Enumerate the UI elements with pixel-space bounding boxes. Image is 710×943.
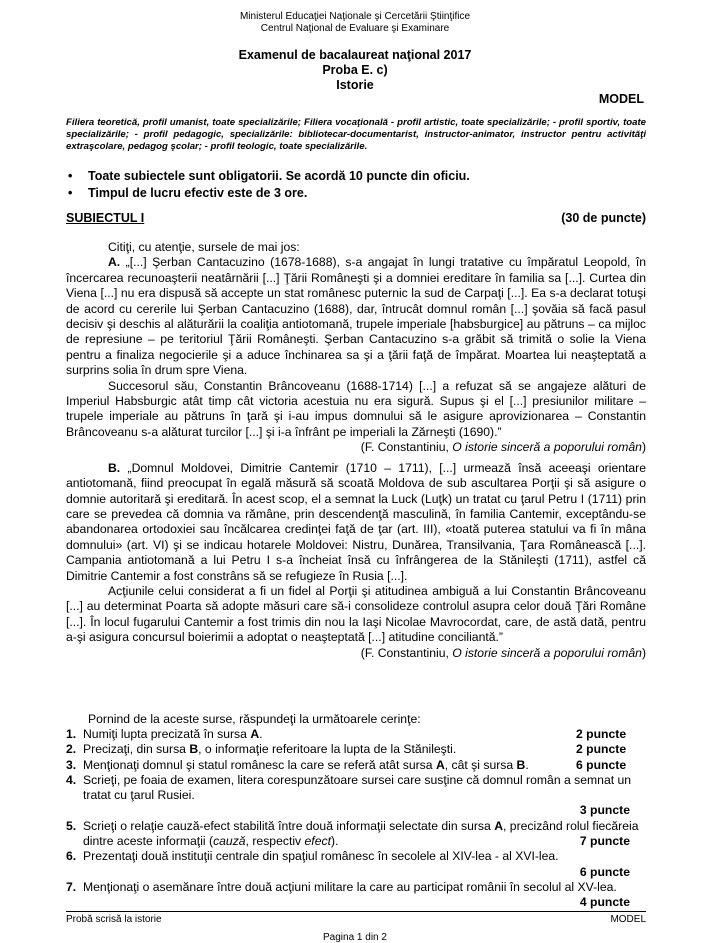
source-a-label: A. <box>108 255 121 270</box>
citation-end: ) <box>641 440 646 455</box>
question-source-ref: B <box>189 742 199 757</box>
question-number: 7. <box>66 879 77 894</box>
question-text-end: , o informaţie referitoare la lupta de la Stănileşti. <box>198 742 457 757</box>
question-text-mid: , cât şi sursa <box>444 757 517 772</box>
question-number: 5. <box>66 818 77 833</box>
header-institution <box>0 11 710 35</box>
question-text-end: ). <box>330 834 339 849</box>
questions-list <box>66 727 646 911</box>
question-points: 2 puncte <box>576 727 627 741</box>
question-source-ref: B <box>516 757 526 772</box>
question-text: Scrieţi o relaţie cauză-efect stabilită între două informaţii selectate din sursa <box>83 818 495 833</box>
question-points: 7 puncte <box>579 834 630 849</box>
section-points: (30 de puncte) <box>561 211 646 225</box>
ministry-name: Ministerul Educaţiei Naţionale şi Cercetării Ştiinţifice <box>239 11 471 22</box>
exam-name: Examenul de bacalaureat naţional 2017 <box>238 48 472 62</box>
rule-item: • Timpul de lucru efectiv este de 3 ore. <box>66 185 646 202</box>
questions-intro: Pornind de la aceste surse, răspundeţi la următoarele cerinţe: <box>88 712 421 726</box>
question-text-mid: , precizând rolul fiecăreia dintre aceste informaţii ( <box>83 818 639 849</box>
question-cause: cauză <box>213 834 246 849</box>
citation-title: O istorie sinceră a poporului român <box>452 440 642 455</box>
source-b-paragraph-1 <box>66 461 646 584</box>
question-item <box>66 849 646 880</box>
exam-subject: Istorie <box>336 78 374 92</box>
center-name: Centrul Naţional de Evaluare şi Examinare <box>260 23 450 34</box>
page-footer <box>66 914 646 925</box>
question-source-ref: A <box>494 818 504 833</box>
question-source-ref: A <box>250 727 260 741</box>
footer-divider <box>66 911 646 912</box>
question-points: 6 puncte <box>579 864 630 879</box>
model-label: MODEL <box>598 92 644 106</box>
exam-proba: Proba E. c) <box>322 63 388 77</box>
sources-intro: Citiţi, cu atenţie, sursele de mai jos: <box>108 240 300 254</box>
question-item <box>66 742 646 757</box>
source-a-paragraph-1 <box>66 255 646 378</box>
source-b-label: B. <box>108 460 121 475</box>
question-points: 2 puncte <box>576 742 627 757</box>
question-item <box>66 758 646 773</box>
source-b-text-2: Acţiunile celui considerat a fi un fidel al Porţii şi atitudinea ambiguă a lui Constantin Brâncoveanu [...] au determinat Poarta să adopte măsuri care să-i consolideze controlul asupra celor două Ţări Române [...]. În locul fugarului Cantemir a fost trimis din nou la Iaşi Nicolae Mavrocordat, care, de astă dată, pentru a-şi asigura concursul boierimii a adoptat o neaşteptată [...] atitudine conciliantă.” <box>66 583 646 645</box>
citation-author: (F. Constantiniu, <box>360 645 453 660</box>
source-a-citation <box>66 440 646 455</box>
source-a-text-1: „[...] Şerban Cantacuzino (1678-1688), s-a angajat în lungi tratative cu împăratul Leopold, în încercarea recunoaşterii neatârnării [...] Ţării Româneşti şi a domniei ereditare în familia sa [...]. Curtea din Viena [...] nu era dispusă să accepte un stat românesc puternic la sud de Carpaţi [...]. Ea s-a declarat totuşi de acord cu cererile lui Şerban Cantacuzino (1688), dar, întrucât domnul român [...] şovăia să facă pasul decisiv şi deschis al alăturării la coaliţia antiotomană, trupele imperiale [habsburgice] au pătruns – ca mijloc de represiune – pe teritoriul Ţării Româneşti. Şerban Cantacuzino s-a grăbit să trimită o solie la Viena pentru a finaliza negocierile şi a aduce închinarea sa şi a ţării faţă de împărat. Moartea lui neaşteptată a surprins solia în drum spre Viena. <box>66 255 646 378</box>
exam-title-block <box>0 48 710 93</box>
question-text: Numiţi lupta precizată în sursa <box>83 727 251 741</box>
question-text: Menţionaţi o asemănare între două acţiuni militare la care au participat românii în secolul al XV-lea. <box>83 879 617 894</box>
question-points: 6 puncte <box>576 757 627 772</box>
question-text: Menţionaţi domnul şi statul românesc la care se referă atât sursa <box>83 757 436 772</box>
question-number: 3. <box>66 757 77 772</box>
question-text: Prezentaţi două instituţii centrale din spaţiul românesc în secolele al XIV-lea - al XVI-lea. <box>83 849 559 864</box>
question-item <box>66 880 646 911</box>
question-text: Precizaţi, din sursa <box>83 742 190 757</box>
footer-left: Probă scrisă la istorie <box>66 914 162 925</box>
question-number: 4. <box>66 772 77 787</box>
citation-author: (F. Constantiniu, <box>360 440 453 455</box>
citation-end: ) <box>641 645 646 660</box>
filiera-text: Filiera teoretică, profil umanist, toate specializările; Filiera vocaţională - profil artistic, toate specializările; - profil sportiv, toate specializările; - profil pedagogic, specializările: bibliotecar-documentarist, instructor-animator, instructor pentru activităţi extraşcolare, pedagog şcolar; - profil teologic, toate specializările. <box>66 117 646 152</box>
question-item <box>66 773 646 819</box>
rule-item: • Toate subiectele sunt obligatorii. Se acordă 10 puncte din oficiu. <box>66 168 646 185</box>
question-item <box>66 727 646 742</box>
question-text-mid: , respectiv <box>245 834 305 849</box>
question-text-end: . <box>525 757 529 772</box>
question-number: 1. <box>66 727 77 741</box>
footer-right: MODEL <box>610 914 646 925</box>
section-header <box>66 211 646 225</box>
question-text: Scrieţi, pe foaia de examen, litera corespunzătoare sursei care susţine că domnul român a semnat un tratat cu ţarul Rusiei. <box>83 772 632 803</box>
section-title: SUBIECTUL I <box>66 211 145 225</box>
citation-title: O istorie sinceră a poporului român <box>452 645 642 660</box>
source-a-paragraph-2: Succesorul său, Constantin Brâncoveanu (1688-1714) [...] a refuzat să se angajeze alături de Imperiul Habsburgic atât timp cât victoria acestuia nu era sigură. Supus şi el [...] presiunilor militare – trupele imperiale au pătruns în ţară şi i-au impus domnului să le asigure aprovizionarea – Constantin Brâncoveanu s-a alăturat turcilor [...] şi i-a înfrânt pe imperiali la Zărneşti (1690).” <box>66 378 646 439</box>
question-text-end: . <box>259 727 263 741</box>
sources-body <box>66 240 646 661</box>
source-b-text-1: „Domnul Moldovei, Dimitrie Cantemir (1710 – 1711), [...] urmează însă aceeaşi orientare antiotomană, fiind preocupat în egală măsură să scoată Moldova de sub ascultarea Porţii şi să asigure o domnie autoritară şi ereditară. În acest scop, el a semnat la Luck (Luţk) un tratat cu ţarul Petru I (1711) prin care se prevedea că domnia va rămâne, prin descendenţă masculină, în familia Cantemir, exceptându-se abandonarea ortodoxiei sau încălcarea credinţei faţă de ţar (art. III), «toată puterea statului va fi în mâna domnului» (art. VI) şi se indicau hotarele Moldovei: Nistru, Dunărea, Transilvania, Ţara Românească [...]. Campania antiotomană a lui Petru I s-a încheiat însă cu înfrângerea de la Stănileşti (1711), astfel că Dimitrie Cantemir a fost constrâns să se refugieze în Rusia [...]. <box>66 460 647 583</box>
question-source-ref: A <box>435 757 445 772</box>
question-points: 3 puncte <box>579 803 630 818</box>
question-item <box>66 819 646 850</box>
source-b-citation <box>319 646 646 661</box>
source-b-paragraph-2 <box>66 583 646 660</box>
question-points: 4 puncte <box>579 895 630 910</box>
question-effect: efect <box>304 834 331 849</box>
question-number: 2. <box>66 742 77 757</box>
exam-rules <box>66 168 646 202</box>
question-number: 6. <box>66 849 77 864</box>
page-number: Pagina 1 din 2 <box>323 932 387 943</box>
